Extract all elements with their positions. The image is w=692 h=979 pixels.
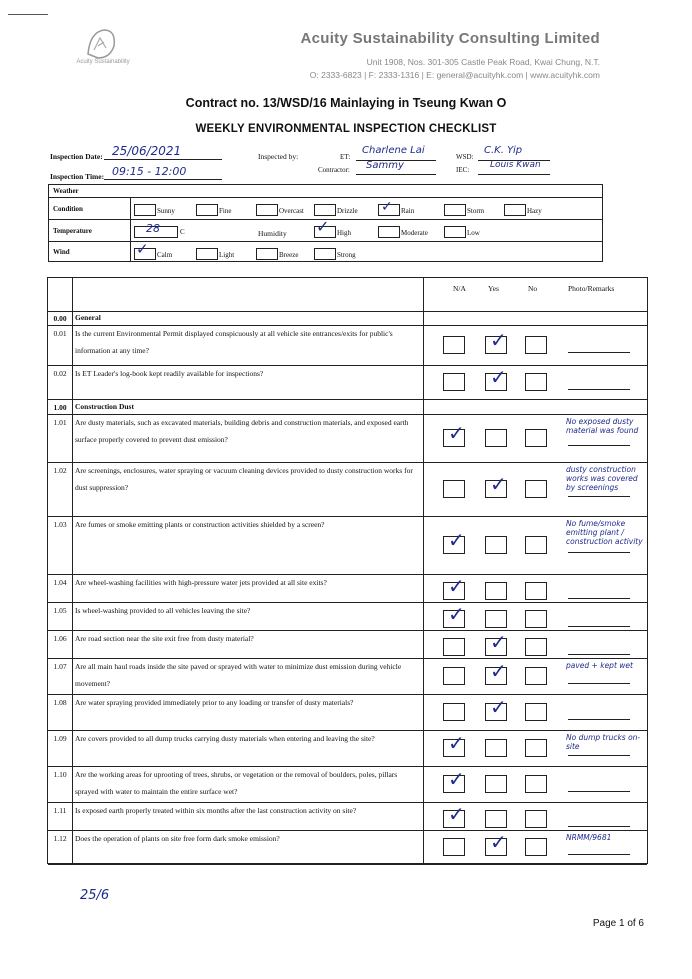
item-yes-checkbox[interactable] <box>485 739 507 757</box>
condition-sunny-label: Sunny <box>157 207 175 215</box>
remark-line[interactable] <box>568 683 630 684</box>
item-number: 1.05 <box>53 606 67 615</box>
item-question: Are the working areas for uprooting of trees, shrubs, or vegetation or the removal of boulders, poles, pillars sprayed with water to maintain the entire surface wet? <box>75 770 398 796</box>
remark-line[interactable] <box>568 626 630 627</box>
check-tick-icon: ✓ <box>448 767 465 791</box>
item-no-checkbox[interactable] <box>525 638 547 656</box>
item-no-checkbox[interactable] <box>525 838 547 856</box>
item-no-checkbox[interactable] <box>525 336 547 354</box>
company-name: Acuity Sustainability Consulting Limited <box>300 30 600 47</box>
col-na-header: N/A <box>453 284 466 293</box>
item-number: 1.03 <box>53 520 67 529</box>
item-yes-checkbox[interactable] <box>485 610 507 628</box>
check-tick-icon: ✓ <box>490 328 507 352</box>
item-question: Are water spraying provided immediately prior to any loading or transfer of dusty materials? <box>75 698 354 707</box>
temperature-unit: C <box>180 228 185 236</box>
scan-mark-line <box>8 14 48 15</box>
item-question: Is wheel-washing provided to all vehicles leaving the site? <box>75 606 251 615</box>
item-no-checkbox[interactable] <box>525 739 547 757</box>
condition-storm-checkbox[interactable] <box>444 204 466 216</box>
remark-line[interactable] <box>568 654 630 655</box>
section-dust-num: 1.00 <box>53 403 67 412</box>
address-line: Unit 1908, Nos. 301-305 Castle Peak Road, Kwai Chung, N.T. <box>366 57 600 67</box>
item-remark: dusty construction works was covered by screenings <box>566 465 638 492</box>
condition-overcast-checkbox[interactable] <box>256 204 278 216</box>
wind-breeze-checkbox[interactable] <box>256 248 278 260</box>
time-label: Inspection Time: <box>50 172 105 181</box>
check-tick-icon: ✓ <box>490 830 507 854</box>
date-value: 25/06/2021 <box>112 144 182 158</box>
item-number: 1.07 <box>53 662 67 671</box>
check-tick-icon: ✓ <box>448 528 465 552</box>
condition-rain-tick-icon: ✓ <box>381 199 393 215</box>
item-number: 1.02 <box>53 466 67 475</box>
section-general-num: 0.00 <box>53 314 67 323</box>
temperature-value: 28 <box>146 222 160 235</box>
item-question: Is exposed earth properly treated within six months after the last construction activity on site? <box>75 806 357 815</box>
item-remark: No exposed dusty material was found <box>566 417 639 435</box>
item-na-checkbox[interactable] <box>443 336 465 354</box>
section-general-title: General <box>75 313 101 322</box>
page-handwritten-note: 25/6 <box>80 888 110 903</box>
et-label: ET: <box>340 153 351 161</box>
remark-line[interactable] <box>568 598 630 599</box>
remark-line[interactable] <box>568 352 630 353</box>
condition-drizzle-checkbox[interactable] <box>314 204 336 216</box>
item-na-checkbox[interactable] <box>443 703 465 721</box>
check-tick-icon: ✓ <box>448 802 465 826</box>
condition-overcast-label: Overcast <box>279 207 304 215</box>
humidity-high-tick-icon: ✓ <box>316 217 330 236</box>
item-na-checkbox[interactable] <box>443 373 465 391</box>
check-tick-icon: ✓ <box>490 472 507 496</box>
logo-text: Acuity Sustainability <box>76 59 130 65</box>
humidity-moderate-checkbox[interactable] <box>378 226 400 238</box>
item-remark: No fume/smoke emitting plant / construction activity <box>566 519 643 546</box>
wind-light-label: Light <box>219 251 235 259</box>
item-remark: paved + kept wet <box>566 661 633 670</box>
item-number: 1.06 <box>53 634 67 643</box>
col-no-header: No <box>528 284 538 293</box>
item-yes-checkbox[interactable] <box>485 536 507 554</box>
item-no-checkbox[interactable] <box>525 703 547 721</box>
remark-line[interactable] <box>568 552 630 553</box>
item-question: Are screenings, enclosures, water spraying or vacuum cleaning devices provided to dusty construction works for dust suppression? <box>75 466 413 492</box>
wind-strong-checkbox[interactable] <box>314 248 336 260</box>
check-tick-icon: ✓ <box>490 659 507 683</box>
humidity-low-checkbox[interactable] <box>444 226 466 238</box>
item-remark: No dump trucks on-site <box>566 733 641 751</box>
item-number: 1.12 <box>53 834 67 843</box>
section-dust-title: Construction Dust <box>75 402 134 411</box>
item-question: Are covers provided to all dump trucks carrying dusty materials when entering and leaving the site? <box>75 734 375 743</box>
item-number: 1.09 <box>53 734 67 743</box>
temperature-label: Temperature <box>49 220 131 242</box>
condition-label: Condition <box>49 198 131 220</box>
wind-calm-label: Calm <box>157 251 173 259</box>
item-number: 1.08 <box>53 698 67 707</box>
iec-label: IEC: <box>456 166 470 174</box>
wsd-label: WSD: <box>456 153 474 161</box>
page-footer: Page 1 of 6 <box>592 918 644 929</box>
item-number: 1.10 <box>53 770 67 779</box>
item-yes-checkbox[interactable] <box>485 810 507 828</box>
item-no-checkbox[interactable] <box>525 610 547 628</box>
contractor-label: Contractor: <box>318 166 350 174</box>
condition-fine-label: Fine <box>219 207 232 215</box>
item-question: Does the operation of plants on site free form dark smoke emission? <box>75 834 280 843</box>
col-remarks-header: Photo/Remarks <box>568 284 615 293</box>
time-value: 09:15 - 12:00 <box>112 165 187 178</box>
condition-sunny-checkbox[interactable] <box>134 204 156 216</box>
item-question: Is ET Leader's log-book kept readily available for inspections? <box>75 369 264 378</box>
check-tick-icon: ✓ <box>490 695 507 719</box>
item-question: Are fumes or smoke emitting plants or construction activities shielded by a screen? <box>75 520 325 529</box>
et-value: Charlene Lai <box>362 145 425 156</box>
wind-light-checkbox[interactable] <box>196 248 218 260</box>
wind-breeze-label: Breeze <box>279 251 299 259</box>
item-remark: NRMM/9681 <box>566 833 612 842</box>
condition-fine-checkbox[interactable] <box>196 204 218 216</box>
condition-hazy-checkbox[interactable] <box>504 204 526 216</box>
check-tick-icon: ✓ <box>448 574 465 598</box>
condition-storm-label: Storm <box>467 207 485 215</box>
row-divider <box>48 864 647 865</box>
date-label: Inspection Date: <box>50 152 103 161</box>
condition-hazy-label: Hazy <box>527 207 542 215</box>
checklist-title: WEEKLY ENVIRONMENTAL INSPECTION CHECKLIST <box>195 123 497 135</box>
item-no-checkbox[interactable] <box>525 582 547 600</box>
remark-line[interactable] <box>568 389 630 390</box>
wsd-value: C.K. Yip <box>484 145 523 156</box>
humidity-label: Humidity <box>258 229 287 238</box>
item-number: 0.02 <box>53 369 67 378</box>
temperature-row <box>131 220 603 242</box>
contract-title: Contract no. 13/WSD/16 Mainlaying in Tseung Kwan O <box>185 96 507 110</box>
checklist-table <box>47 277 648 864</box>
wind-strong-label: Strong <box>337 251 356 259</box>
item-number: 1.01 <box>53 418 67 427</box>
remark-line[interactable] <box>568 719 630 720</box>
wind-calm-tick-icon: ✓ <box>136 240 149 258</box>
item-number: 1.04 <box>53 578 67 587</box>
item-na-checkbox[interactable] <box>443 638 465 656</box>
check-tick-icon: ✓ <box>490 630 507 654</box>
item-number: 0.01 <box>53 329 67 338</box>
item-no-checkbox[interactable] <box>525 536 547 554</box>
item-yes-checkbox[interactable] <box>485 429 507 447</box>
weather-heading: Weather <box>49 185 603 198</box>
item-no-checkbox[interactable] <box>525 775 547 793</box>
contractor-value: Sammy <box>366 160 404 171</box>
item-no-checkbox[interactable] <box>525 810 547 828</box>
check-tick-icon: ✓ <box>448 421 465 445</box>
wind-label: Wind <box>49 242 131 262</box>
check-tick-icon: ✓ <box>490 365 507 389</box>
item-na-checkbox[interactable] <box>443 667 465 685</box>
item-question: Is the current Environmental Permit displayed conspicuously at all vehicle site entrances/exits for public's information at any time? <box>75 329 393 355</box>
item-no-checkbox[interactable] <box>525 667 547 685</box>
item-question: Are all main haul roads inside the site paved or sprayed with water to minimize dust emission during vehicle movement? <box>75 662 402 688</box>
condition-rain-label: Rain <box>401 207 415 215</box>
remark-line[interactable] <box>568 755 630 756</box>
remark-line[interactable] <box>568 791 630 792</box>
item-no-checkbox[interactable] <box>525 373 547 391</box>
remark-line[interactable] <box>568 826 630 827</box>
item-number: 1.11 <box>53 806 67 815</box>
item-question: Are wheel-washing facilities with high-pressure water jets provided at all site exits? <box>75 578 327 587</box>
iec-value: Louis Kwan <box>490 160 541 170</box>
check-tick-icon: ✓ <box>448 602 465 626</box>
check-tick-icon: ✓ <box>448 731 465 755</box>
item-question: Are road section near the site exit free from dusty material? <box>75 634 254 643</box>
condition-drizzle-label: Drizzle <box>337 207 358 215</box>
remark-line[interactable] <box>568 445 630 446</box>
company-address <box>310 56 600 82</box>
item-yes-checkbox[interactable] <box>485 775 507 793</box>
item-no-checkbox[interactable] <box>525 480 547 498</box>
inspected-by-label: Inspected by: <box>258 152 299 161</box>
humidity-moderate-label: Moderate <box>401 229 428 237</box>
humidity-high-label: High <box>337 229 351 237</box>
item-na-checkbox[interactable] <box>443 480 465 498</box>
humidity-low-label: Low <box>467 229 480 237</box>
remark-line[interactable] <box>568 854 630 855</box>
remark-line[interactable] <box>568 496 630 497</box>
col-yes-header: Yes <box>488 284 499 293</box>
item-question: Are dusty materials, such as excavated materials, building debris and construction materials, and exposed earth surface properly covered to prevent dust emission? <box>75 418 409 444</box>
item-na-checkbox[interactable] <box>443 838 465 856</box>
contact-line: O: 2333-6823 | F: 2333-1316 | E: general@acuityhk.com | www.acuityhk.com <box>309 70 600 80</box>
item-yes-checkbox[interactable] <box>485 582 507 600</box>
item-no-checkbox[interactable] <box>525 429 547 447</box>
